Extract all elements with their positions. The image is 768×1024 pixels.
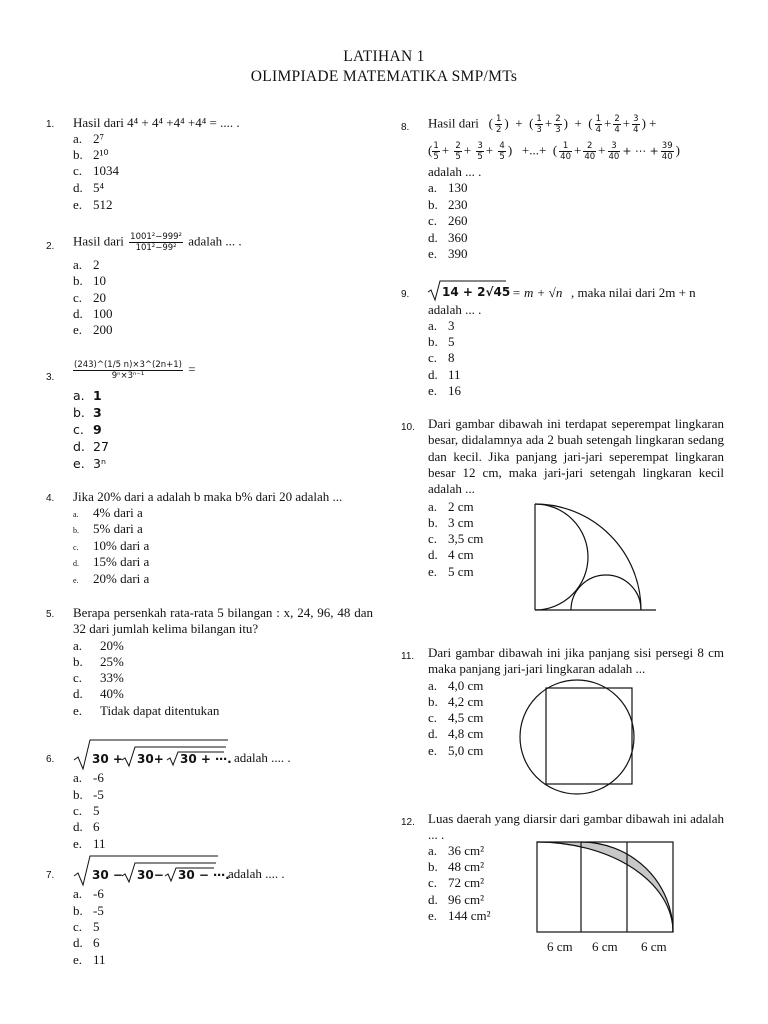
option: e. Tidak dapat ditentukan xyxy=(73,703,220,718)
option: b. 25% xyxy=(73,654,124,669)
question-11-figure xyxy=(514,682,642,788)
question-7-expression: 30 − xyxy=(92,868,123,882)
question-3-text: $\frac{(243)\^{}(1/5 n)\times 3\^{}(2n+1)}{\text{9ⁿ×3ⁿ⁻¹}}$ = xyxy=(74,360,196,381)
question-7-number: 7. xyxy=(46,870,55,881)
option: d. 100 xyxy=(73,306,113,321)
option: e. 144 cm² xyxy=(428,908,491,923)
option: e. 390 xyxy=(428,246,468,261)
question-8-suffix: adalah ... . xyxy=(428,164,482,179)
option: e. 5,0 cm xyxy=(428,743,484,758)
question-10-number: 10. xyxy=(401,422,415,433)
option: e. 3ⁿ xyxy=(73,456,106,471)
option: c. 9 xyxy=(73,422,102,437)
option: d. 27 xyxy=(73,439,109,454)
question-3-number: 3. xyxy=(46,372,55,383)
option: a. 1 xyxy=(73,388,102,403)
option: c. 33% xyxy=(73,670,124,685)
option: d. 4 cm xyxy=(428,547,474,562)
option: a. -6 xyxy=(73,770,104,785)
option: b. 3 cm xyxy=(428,515,474,530)
question-12-text: Luas daerah yang diarsir dari gambar dibawah ini adalah ... . xyxy=(428,811,724,843)
option: d. 6 xyxy=(73,935,100,950)
option: c. 20 xyxy=(73,290,106,305)
question-8-line2: ( $\frac{1}{5}$ + $\frac{2}{5}$ + $\frac{3}{5}$ + $\frac{4}{5}$ ) +...+ ( $\frac{1}{40}$ + $\frac{2}{40}$ + $\frac{3}{40}$ + ⋯ + $\frac{39}{40}$ ) xyxy=(428,141,680,162)
option: c. 8 xyxy=(428,350,455,365)
option: b. 2¹⁰ xyxy=(73,147,109,162)
option: a. 36 cm² xyxy=(428,843,485,858)
question-4-text: Jika 20% dari a adalah b maka b% dari 20 adalah ... xyxy=(73,489,343,504)
option: a. 130 xyxy=(428,180,468,195)
option: c. 10% dari a xyxy=(73,538,150,553)
option: d. 6 xyxy=(73,819,100,834)
question-12-label-1: 6 cm xyxy=(547,939,573,954)
option: a. -6 xyxy=(73,886,104,901)
question-9-rhs: = m + √n xyxy=(512,285,563,300)
question-5-number: 5. xyxy=(46,609,55,620)
option: e. 512 xyxy=(73,197,113,212)
option: c. 3,5 cm xyxy=(428,531,484,546)
option: b. 3 xyxy=(73,405,102,420)
option: c. 5 xyxy=(73,803,100,818)
option: e. 11 xyxy=(73,952,106,967)
question-6-number: 6. xyxy=(46,754,55,765)
option: a. 2 xyxy=(73,257,100,272)
question-3-fraction: $\frac{(243)\^{}(1/5 n)\times 3\^{}(2n+1)}{\text{9ⁿ×3ⁿ⁻¹}}$ xyxy=(74,360,182,381)
question-1-number: 1. xyxy=(46,119,55,130)
question-12-label-2: 6 cm xyxy=(592,939,618,954)
option: a. 2⁷ xyxy=(73,131,105,146)
option: b. 4,2 cm xyxy=(428,694,484,709)
question-11-text: Dari gambar dibawah ini jika panjang sisi persegi 8 cm maka panjang jari-jari lingkaran adalah ... xyxy=(428,645,724,677)
option: c. 1034 xyxy=(73,163,119,178)
question-2-number: 2. xyxy=(46,241,55,252)
option: e. 200 xyxy=(73,322,113,337)
option: a. 4,0 cm xyxy=(428,678,484,693)
question-10-text: Dari gambar dibawah ini terdapat seperempat lingkaran besar, didalamnya ada 2 buah setengah lingkaran sedang dan kecil. Jika panjang jari-jari seperempat lingkaran besar 12 cm, maka jari-jari setengah lingkaran kecil adalah ... xyxy=(428,416,724,497)
option: d. 15% dari a xyxy=(73,554,150,569)
option: b. 230 xyxy=(428,197,468,212)
question-10-figure xyxy=(528,500,660,616)
question-12-number: 12. xyxy=(401,817,415,828)
question-2-text: Hasil dari $\frac{\text{1001²−999²}}{\text{101²−99²}}$ adalah ... . xyxy=(73,232,242,253)
question-6-expression-innermost: 30 + ⋯. xyxy=(180,752,232,766)
option: a. 20% xyxy=(73,638,124,653)
option: e. 11 xyxy=(73,836,106,851)
question-12-label-3: 6 cm xyxy=(641,939,667,954)
question-8-number: 8. xyxy=(401,122,410,133)
option: b. -5 xyxy=(73,787,104,802)
question-6-expression-inner: 30+ xyxy=(137,752,164,766)
option: a. 2 cm xyxy=(428,499,474,514)
question-9-expression: 14 + 2√45 xyxy=(442,285,511,299)
question-9-line2: adalah ... . xyxy=(428,302,482,317)
option: d. 360 xyxy=(428,230,468,245)
question-11-number: 11. xyxy=(401,651,415,662)
question-12-figure xyxy=(534,839,676,935)
option: d. 11 xyxy=(428,367,461,382)
option: e. 16 xyxy=(428,383,461,398)
option: a. 3 xyxy=(428,318,455,333)
option: e. 5 cm xyxy=(428,564,474,579)
question-9-number: 9. xyxy=(401,289,410,300)
option: b. -5 xyxy=(73,903,104,918)
option: b. 48 cm² xyxy=(428,859,485,874)
option: b. 5 xyxy=(428,334,455,349)
option: d. 40% xyxy=(73,686,124,701)
option: b. 5% dari a xyxy=(73,521,143,536)
question-1-text: Hasil dari 4⁴ + 4⁴ +4⁴ +4⁴ = .... . xyxy=(73,115,240,130)
question-6-expression: 30 + xyxy=(92,752,123,766)
option: c. 72 cm² xyxy=(428,875,485,890)
question-4-number: 4. xyxy=(46,493,55,504)
option: c. 4,5 cm xyxy=(428,710,484,725)
option: a. 4% dari a xyxy=(73,505,143,520)
question-9-suffix: , maka nilai dari 2m + n xyxy=(571,285,696,300)
option: c. 5 xyxy=(73,919,100,934)
option: d. 5⁴ xyxy=(73,180,105,195)
question-7-suffix: adalah .... . xyxy=(228,866,285,881)
question-5-text: Berapa persenkah rata-rata 5 bilangan : x, 24, 96, 48 dan 32 dari jumlah kelima bilangan itu? xyxy=(73,605,373,637)
question-2-fraction: $\frac{\text{1001²−999²}}{\text{101²−99²}}$ xyxy=(130,232,182,253)
option: d. 4,8 cm xyxy=(428,726,484,741)
option: b. 10 xyxy=(73,273,106,288)
question-6-suffix: adalah .... . xyxy=(234,750,291,765)
page-subtitle: OLIMPIADE MATEMATIKA SMP/MTs xyxy=(250,68,518,85)
question-7-expression-innermost: 30 − ⋯. xyxy=(178,868,230,882)
page-title: LATIHAN 1 xyxy=(343,48,425,65)
question-8-line1: Hasil dari ( $\frac{1}{2}$ ) + ( $\frac{1}{3}$ + $\frac{2}{3}$ ) + ( $\frac{1}{4}$ + $\frac{2}{4}$ + $\frac{3}{4}$ ) + xyxy=(428,114,657,135)
option: e. 20% dari a xyxy=(73,571,150,586)
question-7-expression-inner: 30− xyxy=(137,868,164,882)
option: d. 96 cm² xyxy=(428,892,485,907)
option: c. 260 xyxy=(428,213,468,228)
